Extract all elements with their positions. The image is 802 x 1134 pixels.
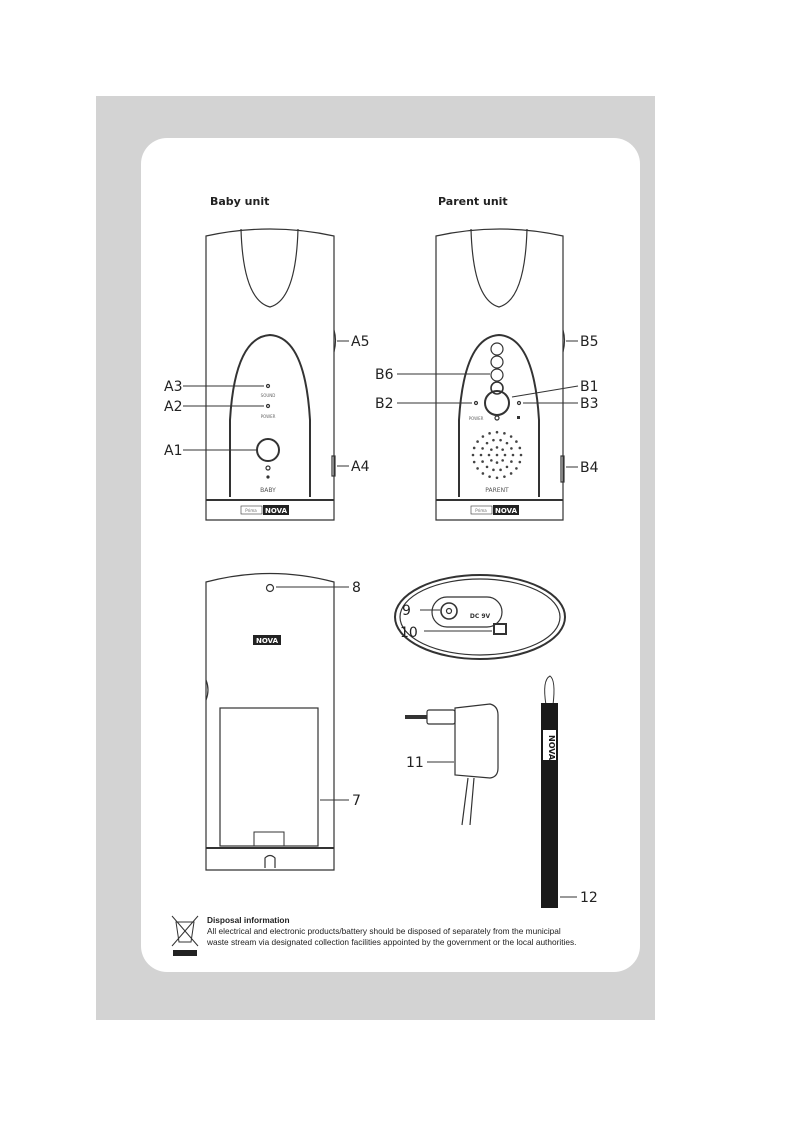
svg-text:NOVA: NOVA (256, 637, 278, 645)
svg-text:Prima: Prima (475, 508, 487, 513)
speaker-hole (519, 447, 522, 450)
sound-label: SOUND (260, 393, 276, 398)
disposal-title: Disposal information (207, 915, 290, 925)
speaker-hole (476, 467, 479, 470)
speaker-hole (492, 469, 495, 472)
label-b1: B1 (580, 379, 599, 395)
label-7: 7 (352, 793, 361, 809)
speaker-hole (482, 435, 485, 438)
label-b4: B4 (580, 460, 599, 476)
speaker-hole (506, 442, 509, 445)
svg-text:Prima: Prima (245, 508, 257, 513)
disposal-information (207, 915, 607, 948)
speaker-hole (503, 432, 506, 435)
speaker-hole (472, 454, 475, 457)
parent-unit-heading: Parent unit (438, 195, 508, 208)
label-10: 10 (400, 625, 418, 641)
label-9: 9 (402, 603, 411, 619)
unit-bottom-view (395, 575, 565, 659)
speaker-hole (473, 447, 476, 450)
speaker-hole (488, 454, 491, 457)
label-8: 8 (352, 580, 361, 596)
speaker-hole (490, 459, 493, 462)
power-icon (495, 416, 499, 420)
weee-bin-icon (172, 916, 198, 956)
baby-unit-heading: Baby unit (210, 195, 270, 208)
label-12: 12 (580, 890, 598, 906)
parent-power-label: POWER (468, 416, 484, 421)
speaker-hole (480, 454, 483, 457)
speaker-hole (488, 432, 491, 435)
speaker-hole (501, 448, 504, 451)
unit-back-view (206, 574, 334, 871)
disposal-line-1: All electrical and electronic products/battery should be disposed of separately from the municipal (207, 926, 561, 936)
svg-text:NOVA: NOVA (547, 735, 556, 761)
label-a3: A3 (164, 379, 183, 395)
label-a2: A2 (164, 399, 183, 415)
speaker-hole (515, 440, 518, 443)
dc-jack (441, 603, 457, 619)
speaker-hole (473, 461, 476, 464)
speaker-hole (486, 442, 489, 445)
speaker-hole (510, 447, 513, 450)
talk-button (257, 439, 279, 461)
svg-text:NOVA: NOVA (265, 507, 287, 515)
label-b2: B2 (375, 396, 394, 412)
prima-nova-logo (471, 505, 519, 515)
label-a1: A1 (164, 443, 183, 459)
speaker-hole (501, 459, 504, 462)
speaker-hole (481, 447, 484, 450)
speaker-hole (490, 448, 493, 451)
power-icon (266, 466, 270, 470)
link-icon (517, 416, 520, 419)
speaker-hole (492, 439, 495, 442)
baby-unit-front (206, 229, 336, 520)
speaker-hole (510, 472, 513, 475)
speaker-hole (519, 461, 522, 464)
disposal-line-2: waste stream via designated collection facilities appointed by the government or the local authorities. (207, 937, 577, 947)
neck-strap (541, 676, 558, 908)
battery-door (220, 708, 318, 846)
power-label: POWER (260, 414, 276, 419)
speaker-hole (506, 466, 509, 469)
label-11: 11 (406, 755, 424, 771)
label-a5: A5 (351, 334, 370, 350)
speaker-hole (496, 461, 499, 464)
speaker-hole (486, 466, 489, 469)
speaker-hole (515, 467, 518, 470)
speaker-hole (499, 439, 502, 442)
speaker-hole (496, 431, 499, 434)
speaker-hole (499, 469, 502, 472)
speaker-hole (481, 460, 484, 463)
parent-panel-name: PARENT (485, 487, 509, 494)
speaker-hole (488, 475, 491, 478)
label-a4: A4 (351, 459, 370, 475)
baby-panel-name: BABY (260, 487, 276, 494)
prima-nova-logo (241, 505, 289, 515)
speaker-grille (472, 431, 523, 479)
label-b6: B6 (375, 367, 394, 383)
dc-label: DC 9V (469, 613, 491, 620)
speaker-hole (504, 454, 507, 457)
speaker-hole (510, 435, 513, 438)
speaker-hole (520, 454, 523, 457)
label-b3: B3 (580, 396, 599, 412)
speaker-hole (476, 440, 479, 443)
label-b5: B5 (580, 334, 599, 350)
svg-text:NOVA: NOVA (495, 507, 517, 515)
speaker-hole (503, 475, 506, 478)
speaker-hole (482, 472, 485, 475)
speaker-hole (496, 477, 499, 480)
speaker-hole (510, 460, 513, 463)
speaker-hole (512, 454, 515, 457)
speaker-hole (496, 446, 499, 449)
speaker-hole (496, 454, 499, 457)
